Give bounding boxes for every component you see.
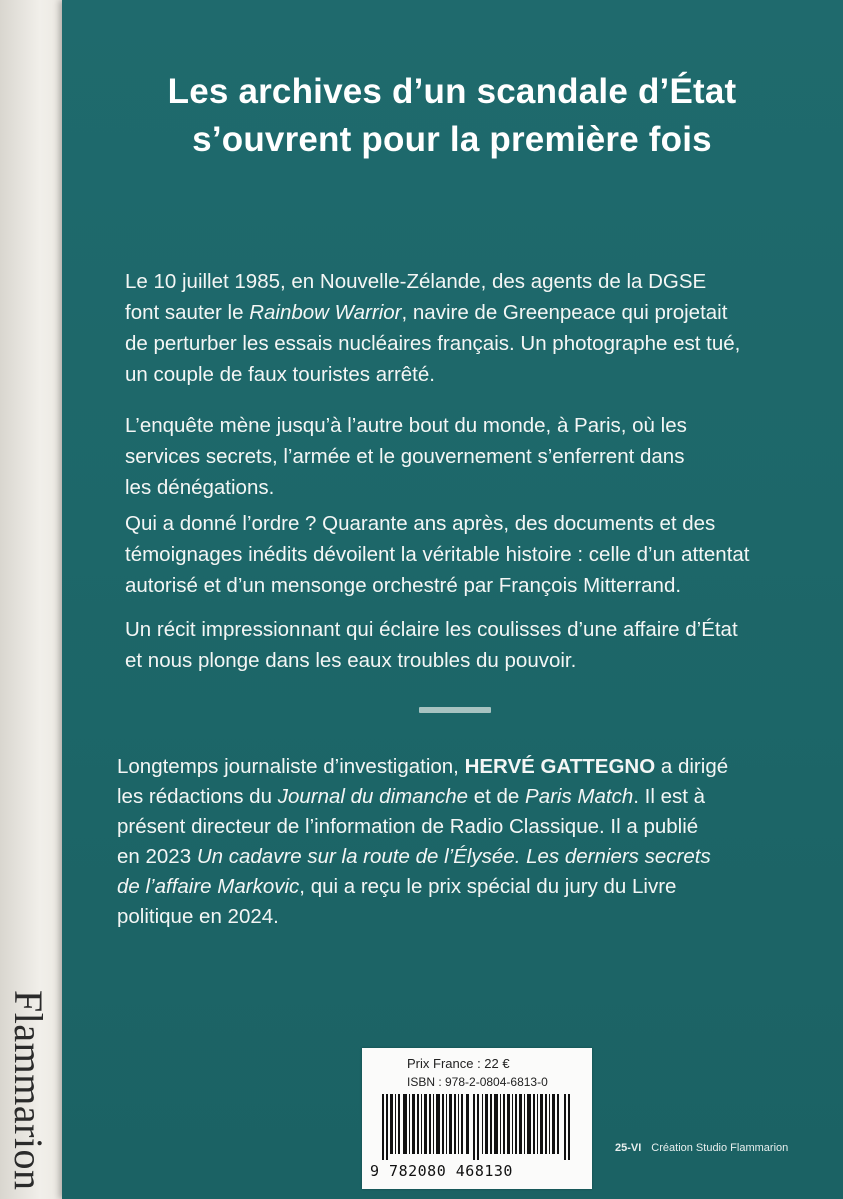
publication-title: Journal du dimanche [277, 785, 469, 808]
text-line: présent directeur de l’information de Radio Classique. Il a publié [117, 815, 699, 838]
print-code: 25-VI [615, 1142, 642, 1154]
synopsis-paragraph-3 [125, 508, 805, 601]
text-line: L’enquête mène jusqu’à l’autre bout du monde, à Paris, où les [125, 414, 687, 437]
back-cover [62, 0, 843, 1199]
text-span: a dirigé [655, 755, 729, 778]
isbn-label: ISBN : 978-2-0804-6813-0 [407, 1075, 548, 1089]
text-span: . Il est à [633, 785, 706, 808]
text-line: un couple de faux touristes arrêté. [125, 363, 435, 386]
text-span: les rédactions du [117, 785, 278, 808]
synopsis-paragraph-4 [125, 614, 805, 676]
book-title: Un cadavre sur la route de l’Élysée. Les derniers secrets [196, 845, 711, 868]
text-line [117, 782, 807, 812]
price-label: Prix France : 22 € [407, 1056, 510, 1071]
text-line [117, 842, 807, 872]
headline-line-2: s’ouvrent pour la première fois [192, 120, 712, 159]
text-line: services secrets, l’armée et le gouvernement s’enferrent dans [125, 445, 685, 468]
text-span: , navire de Greenpeace qui projetait [401, 301, 728, 324]
spine-publisher-name: Flammarion [6, 990, 51, 1191]
text-span: Longtemps journaliste d’investigation, [117, 755, 465, 778]
text-line: politique en 2024. [117, 905, 279, 928]
author-bio [117, 752, 807, 932]
text-line [125, 297, 805, 328]
barcode-digits: 9 782080 468130 [370, 1162, 513, 1180]
text-line: de perturber les essais nucléaires français. Un photographe est tué, [125, 332, 741, 355]
credits [615, 1142, 788, 1154]
text-line: Qui a donné l’ordre ? Quarante ans après, des documents et des [125, 512, 716, 535]
text-span: font sauter le [125, 301, 250, 324]
text-span: et de [468, 785, 526, 808]
text-line: les dénégations. [125, 476, 275, 499]
text-span: , qui a reçu le prix spécial du jury du Livre [299, 875, 677, 898]
text-line: Le 10 juillet 1985, en Nouvelle-Zélande, des agents de la DGSE [125, 270, 707, 293]
author-name: HERVÉ GATTEGNO [464, 755, 656, 778]
text-line: témoignages inédits dévoilent la véritable histoire : celle d’un attentat [125, 543, 750, 566]
synopsis-paragraph-1 [125, 266, 805, 390]
publication-title: Paris Match [525, 785, 634, 808]
headline [102, 68, 802, 164]
synopsis-paragraph-2 [125, 410, 805, 503]
headline-line-1: Les archives d’un scandale d’État [167, 72, 737, 111]
book-title: de l’affaire Markovic [117, 875, 300, 898]
ship-name: Rainbow Warrior [249, 301, 402, 324]
barcode-label [362, 1048, 592, 1189]
text-span: en 2023 [117, 845, 197, 868]
text-line [117, 752, 807, 782]
barcode-icon [382, 1094, 572, 1160]
text-line: et nous plonge dans les eaux troubles du pouvoir. [125, 649, 577, 672]
text-line [117, 872, 807, 902]
design-credit: Création Studio Flammarion [651, 1142, 789, 1154]
section-divider [419, 707, 491, 713]
text-line: Un récit impressionnant qui éclaire les coulisses d’une affaire d’État [125, 618, 738, 641]
text-line: autorisé et d’un mensonge orchestré par François Mitterrand. [125, 574, 682, 597]
